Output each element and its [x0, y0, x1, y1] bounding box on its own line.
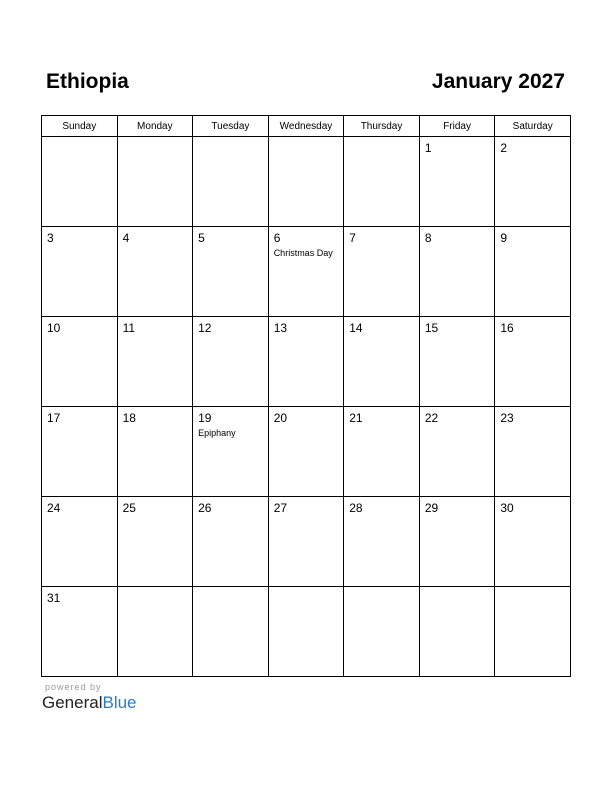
weekday-friday: Friday	[419, 116, 495, 137]
day-cell	[419, 227, 495, 317]
day-cell	[344, 587, 420, 677]
day-number: 30	[500, 501, 514, 515]
day-number: 5	[198, 231, 205, 245]
week-row	[42, 587, 571, 677]
day-number: 1	[424, 141, 432, 155]
day-cell	[42, 137, 118, 227]
day-number: 15	[424, 321, 439, 335]
day-cell	[193, 317, 269, 407]
day-number: 11	[122, 321, 136, 335]
week-row	[42, 227, 571, 317]
day-cell	[42, 587, 118, 677]
day-number: 23	[500, 411, 514, 425]
day-cell	[268, 497, 344, 587]
day-number: 4	[122, 231, 130, 245]
day-number: 19	[198, 411, 212, 425]
day-cell	[193, 227, 269, 317]
day-number: 8	[424, 231, 432, 245]
day-cell	[344, 407, 420, 497]
day-cell	[495, 407, 571, 497]
brand-part-blue: Blue	[102, 693, 137, 712]
day-cell	[117, 407, 193, 497]
day-cell	[193, 587, 269, 677]
day-number: 22	[424, 411, 439, 425]
day-cell	[42, 407, 118, 497]
week-row	[42, 137, 571, 227]
week-row	[42, 407, 571, 497]
weekday-wednesday: Wednesday	[268, 116, 344, 137]
day-number: 14	[349, 321, 363, 335]
weekday-tuesday: Tuesday	[193, 116, 269, 137]
day-number: 12	[198, 321, 212, 335]
day-number: 17	[47, 411, 61, 425]
day-cell	[419, 587, 495, 677]
day-cell	[193, 137, 269, 227]
country-title: Ethiopia	[46, 70, 129, 93]
holiday-label: Christmas Day	[273, 248, 333, 258]
week-row	[42, 317, 571, 407]
day-cell	[193, 407, 269, 497]
day-number: 2	[500, 141, 508, 155]
holiday-label: Epiphany	[198, 428, 236, 438]
powered-by-text: powered by	[45, 682, 102, 692]
day-cell	[495, 497, 571, 587]
day-number: 28	[349, 501, 363, 515]
day-cell	[42, 227, 118, 317]
day-cell	[268, 587, 344, 677]
calendar-grid	[41, 115, 571, 677]
day-cell	[268, 317, 344, 407]
day-cell	[117, 587, 193, 677]
day-cell	[495, 137, 571, 227]
day-cell	[344, 227, 420, 317]
day-cell	[42, 317, 118, 407]
day-cell	[268, 137, 344, 227]
day-cell	[495, 587, 571, 677]
day-number: 26	[198, 501, 212, 515]
day-number: 16	[500, 321, 514, 335]
day-cell	[419, 497, 495, 587]
day-cell	[193, 497, 269, 587]
day-cell	[419, 407, 495, 497]
month-year-title: January 2027	[431, 70, 565, 93]
day-cell	[117, 137, 193, 227]
day-number: 27	[273, 501, 288, 515]
weekday-saturday: Saturday	[495, 116, 571, 137]
day-cell	[344, 497, 420, 587]
day-cell	[42, 497, 118, 587]
generalblue-logo[interactable]	[42, 693, 137, 713]
day-number: 29	[424, 501, 439, 515]
day-number: 25	[122, 501, 136, 515]
weekday-header-row	[42, 116, 571, 137]
day-cell	[344, 317, 420, 407]
day-cell	[268, 407, 344, 497]
day-cell	[344, 137, 420, 227]
day-number: 24	[47, 501, 61, 515]
weekday-monday: Monday	[117, 116, 193, 137]
weekday-thursday: Thursday	[344, 116, 420, 137]
day-number: 31	[47, 591, 61, 605]
day-cell	[495, 317, 571, 407]
day-cell	[419, 137, 495, 227]
week-row	[42, 497, 571, 587]
day-number: 3	[47, 231, 54, 245]
day-number: 7	[349, 231, 356, 245]
day-cell	[419, 317, 495, 407]
weekday-sunday: Sunday	[42, 116, 118, 137]
day-number: 21	[349, 411, 363, 425]
day-cell	[117, 227, 193, 317]
day-number: 6	[273, 231, 281, 245]
day-number: 10	[47, 321, 61, 335]
day-cell	[117, 497, 193, 587]
day-number: 9	[500, 231, 508, 245]
day-number: 13	[273, 321, 288, 335]
day-cell	[495, 227, 571, 317]
day-number: 20	[273, 411, 288, 425]
day-cell	[117, 317, 193, 407]
day-cell	[268, 227, 344, 317]
day-number: 18	[122, 411, 136, 425]
brand-part-general: General	[42, 693, 103, 712]
